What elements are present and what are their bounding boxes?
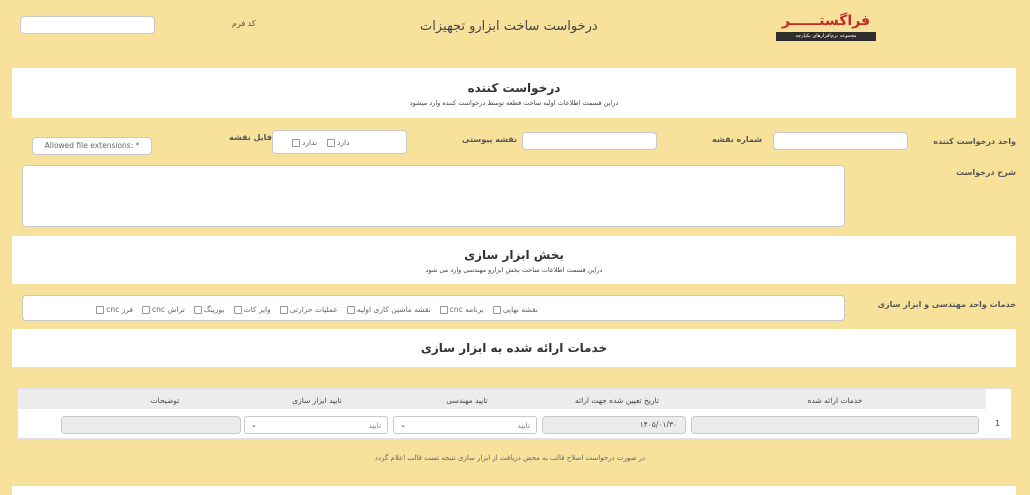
tooling-section bbox=[12, 236, 1016, 284]
row-eng-select[interactable] bbox=[393, 416, 537, 434]
service-option-label: برنامه cnc bbox=[449, 305, 484, 314]
attached-drawing-options bbox=[292, 138, 349, 147]
service-option-label: فرز cnc bbox=[106, 305, 133, 314]
drawing-file-input[interactable] bbox=[32, 137, 152, 155]
service-option-label: عملیات حرارتی bbox=[289, 305, 338, 314]
service-option-checkbox[interactable] bbox=[96, 305, 133, 314]
checkbox-box bbox=[327, 139, 335, 147]
bottom-section bbox=[12, 486, 1016, 495]
checkbox-box bbox=[96, 306, 104, 314]
chevron-down-icon: ⌄ bbox=[251, 421, 257, 429]
provided-services-title: خدمات ارائه شده به ابزار سازی bbox=[420, 341, 608, 355]
row-service-input[interactable] bbox=[691, 416, 979, 434]
row-date-input[interactable] bbox=[542, 416, 686, 434]
services-options bbox=[96, 305, 538, 314]
checkbox-box bbox=[194, 306, 202, 314]
form-code-label: کد فرم bbox=[232, 19, 256, 28]
service-option-label: نقشه ماشین کاری اولیه bbox=[356, 305, 431, 314]
row-notes-input[interactable] bbox=[61, 416, 241, 434]
row-tool-select[interactable] bbox=[244, 416, 388, 434]
service-option-checkbox[interactable] bbox=[440, 305, 484, 314]
services-label: خدمات واحد مهندسی و ابزار سازی bbox=[877, 300, 1016, 309]
service-option-checkbox[interactable] bbox=[493, 305, 538, 314]
drawing-file-label: فایل نقشه bbox=[229, 133, 272, 142]
requester-section-title: درخواست کننده bbox=[467, 81, 561, 95]
service-option-label: نقشه نهایی bbox=[502, 305, 538, 314]
requester-unit-input[interactable] bbox=[773, 132, 908, 150]
chevron-down-icon: ⌄ bbox=[400, 421, 406, 429]
tooling-section-title: بخش ابزار سازی bbox=[464, 248, 564, 262]
attached-drawing-label: نقشه پیوستی bbox=[462, 135, 518, 144]
has-label: دارد bbox=[337, 138, 350, 147]
requester-section-subtitle: دراین قسمت اطلاعات اولیه ساخت قطعه توسط درخواست کننده وارد میشود bbox=[409, 99, 619, 107]
header-notes: توضیحات bbox=[150, 396, 180, 405]
checkbox-box bbox=[234, 306, 242, 314]
service-option-checkbox[interactable] bbox=[347, 305, 431, 314]
service-option-checkbox[interactable] bbox=[142, 305, 185, 314]
tooling-section-subtitle: دراین قسمت اطلاعات ساخت بخش ابزارو مهندسی وارد می شود bbox=[425, 266, 603, 274]
service-option-label: تراش cnc bbox=[151, 305, 185, 314]
header-tool: تایید ابزار سازی bbox=[292, 396, 342, 405]
description-label: شرح درخواست bbox=[956, 168, 1016, 177]
checkbox-box bbox=[292, 139, 300, 147]
header-service: خدمات ارائه شده bbox=[807, 396, 863, 405]
page-title: درخواست ساخت ابزارو تجهیزات bbox=[420, 19, 598, 34]
requester-section bbox=[12, 68, 1016, 118]
row-eng-value: تایید bbox=[517, 420, 530, 430]
checkbox-box bbox=[347, 306, 355, 314]
checkbox-box bbox=[280, 306, 288, 314]
header-date: تاریخ تعیین شده جهت ارائه bbox=[575, 396, 659, 405]
logo-text: فراگستــــــر bbox=[781, 13, 871, 29]
provided-services-section bbox=[12, 329, 1016, 367]
service-option-checkbox[interactable] bbox=[280, 305, 338, 314]
service-option-checkbox[interactable] bbox=[234, 305, 271, 314]
row-tool-value: تایید bbox=[368, 420, 381, 430]
has-checkbox[interactable] bbox=[327, 138, 349, 147]
footer-note: در صورت درخواست اصلاح قالب به محض دریافت از ابزار سازی نتیجه تست قالب اعلام گردد bbox=[374, 454, 646, 462]
header-eng: تایید مهندسی bbox=[446, 396, 488, 405]
drawing-number-label: شماره نقشه bbox=[712, 135, 763, 144]
has-not-checkbox[interactable] bbox=[292, 138, 317, 147]
logo-tagline: مجموعه نرم‌افزارهای یکپارچه bbox=[776, 32, 876, 41]
file-placeholder: Allowed file extensions: * bbox=[44, 141, 140, 150]
row-index: 1 bbox=[995, 419, 1001, 428]
requester-unit-label: واحد درخواست کننده bbox=[933, 137, 1016, 146]
row-date-value: ۱۴۰۵/۰۱/۳۰ bbox=[639, 420, 677, 429]
logo bbox=[776, 12, 876, 48]
form-code-input[interactable] bbox=[20, 16, 155, 34]
checkbox-box bbox=[493, 306, 501, 314]
has-not-label: ندارد bbox=[302, 138, 318, 147]
checkbox-box bbox=[142, 306, 150, 314]
description-textarea[interactable] bbox=[22, 165, 845, 227]
checkbox-box bbox=[440, 306, 448, 314]
service-option-checkbox[interactable] bbox=[194, 305, 225, 314]
service-option-label: بورینگ bbox=[203, 305, 225, 314]
drawing-number-input[interactable] bbox=[522, 132, 657, 150]
service-option-label: وایر کات bbox=[243, 305, 271, 314]
